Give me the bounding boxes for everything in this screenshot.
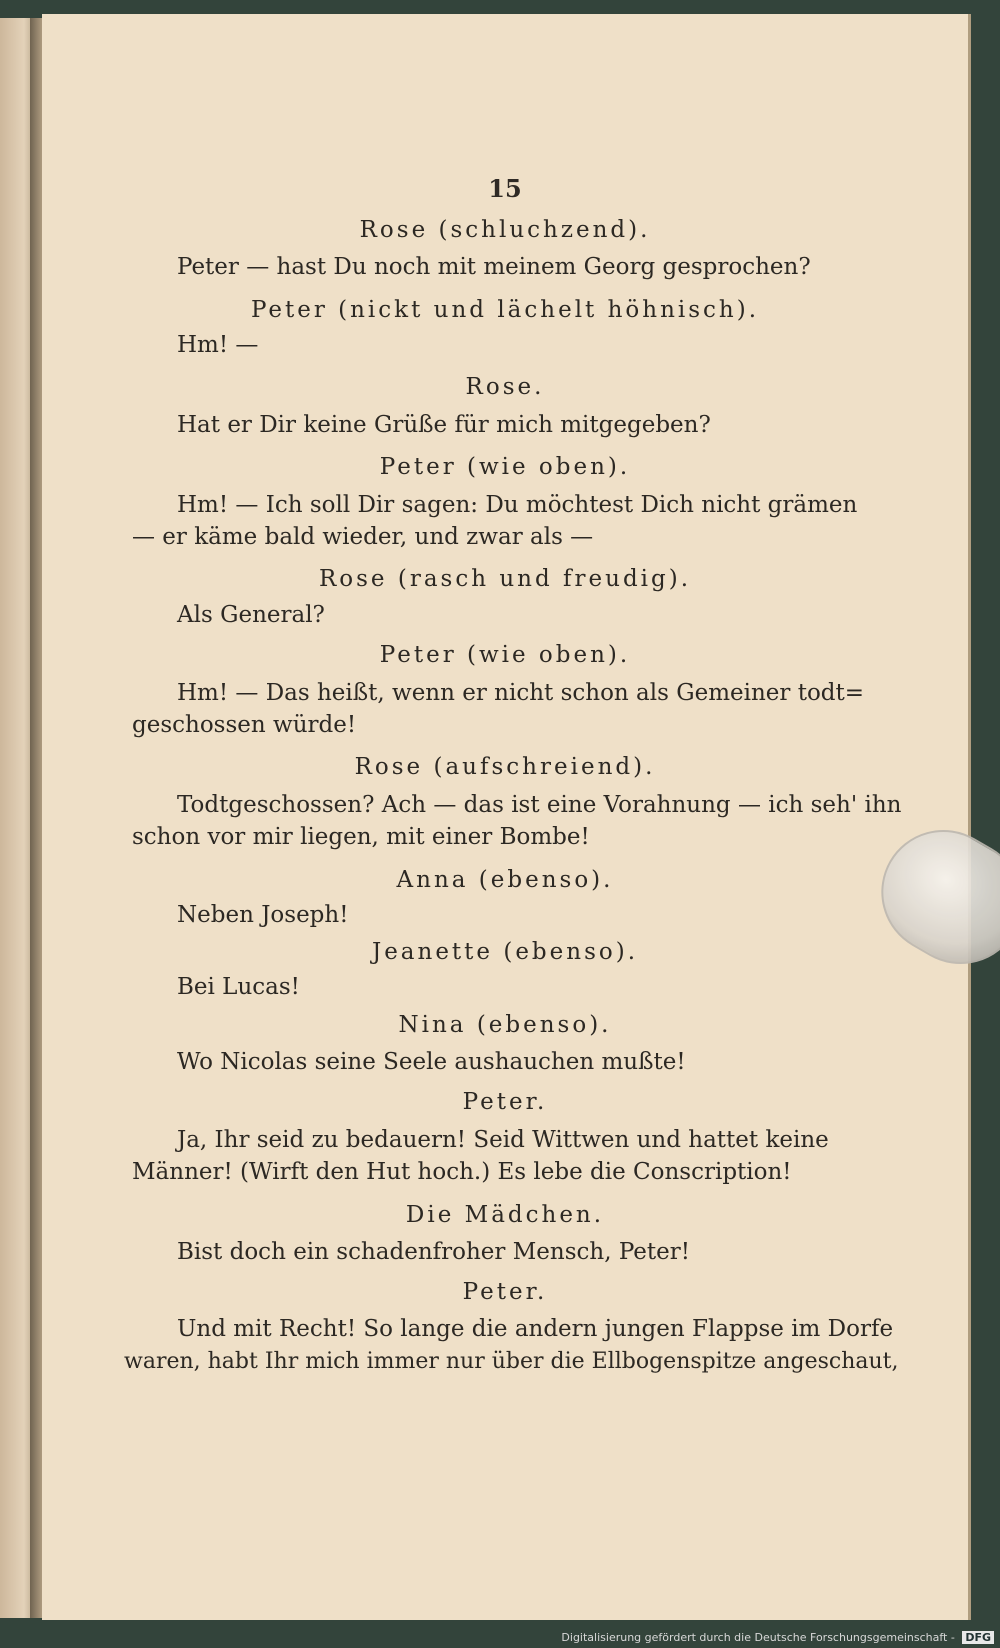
dialogue-line: Peter — hast Du noch mit meinem Georg gesprochen? bbox=[177, 254, 811, 280]
speaker-nina: Nina (ebenso). bbox=[398, 1012, 612, 1038]
dialogue-line: Ja, Ihr seid zu bedauern! Seid Wittwen und hattet keine bbox=[177, 1127, 829, 1153]
speaker-die-maedchen: Die Mädchen. bbox=[405, 1202, 605, 1228]
speaker-rose: Rose (schluchzend). bbox=[359, 217, 651, 243]
dialogue-line: Bist doch ein schadenfroher Mensch, Peter! bbox=[177, 1239, 690, 1265]
speaker-rose: Rose. bbox=[465, 374, 545, 400]
dialogue-line: Bei Lucas! bbox=[177, 974, 300, 1000]
dialogue-line: Neben Joseph! bbox=[177, 902, 349, 928]
dialogue-line: Hat er Dir keine Grüße für mich mitgegeben? bbox=[177, 412, 711, 438]
speaker-anna: Anna (ebenso). bbox=[396, 867, 614, 893]
speaker-rose: Rose (rasch und freudig). bbox=[318, 566, 692, 592]
speaker-peter: Peter (wie oben). bbox=[379, 642, 631, 668]
speaker-peter: Peter. bbox=[462, 1279, 548, 1305]
dialogue-line: schon vor mir liegen, mit einer Bombe! bbox=[132, 824, 590, 850]
dialogue-line: Hm! — Ich soll Dir sagen: Du möchtest Dich nicht grämen bbox=[177, 492, 858, 518]
page-number: 15 bbox=[488, 174, 522, 203]
digitization-footer bbox=[561, 1631, 994, 1644]
speaker-peter: Peter. bbox=[462, 1089, 548, 1115]
dialogue-line: Und mit Recht! So lange die andern jungen Flappse im Dorfe bbox=[177, 1316, 894, 1342]
dialogue-line: Als General? bbox=[177, 602, 325, 628]
speaker-peter: Peter (nickt und lächelt höhnisch). bbox=[250, 297, 760, 323]
dialogue-line: Hm! — Das heißt, wenn er nicht schon als Gemeiner todt= bbox=[177, 680, 865, 706]
dialogue-line: geschossen würde! bbox=[132, 712, 357, 738]
dialogue-line: — er käme bald wieder, und zwar als — bbox=[132, 524, 594, 550]
speaker-jeanette: Jeanette (ebenso). bbox=[371, 939, 639, 965]
dialogue-line: Männer! (Wirft den Hut hoch.) Es lebe die Conscription! bbox=[132, 1159, 792, 1185]
dialogue-line: Todtgeschossen? Ach — das ist eine Vorahnung — ich seh' ihn bbox=[177, 792, 902, 818]
dialogue-line: Hm! — bbox=[177, 332, 259, 358]
speaker-peter: Peter (wie oben). bbox=[379, 454, 631, 480]
dfg-logo: DFG bbox=[962, 1631, 994, 1644]
dialogue-line: Wo Nicolas seine Seele aushauchen mußte! bbox=[177, 1049, 686, 1075]
speaker-rose: Rose (aufschreiend). bbox=[354, 754, 656, 780]
book-page bbox=[42, 14, 971, 1620]
footer-text: Digitalisierung gefördert durch die Deutsche Forschungsgemeinschaft - bbox=[561, 1631, 955, 1644]
dialogue-line: waren, habt Ihr mich immer nur über die Ellbogenspitze angeschaut, bbox=[124, 1349, 899, 1374]
